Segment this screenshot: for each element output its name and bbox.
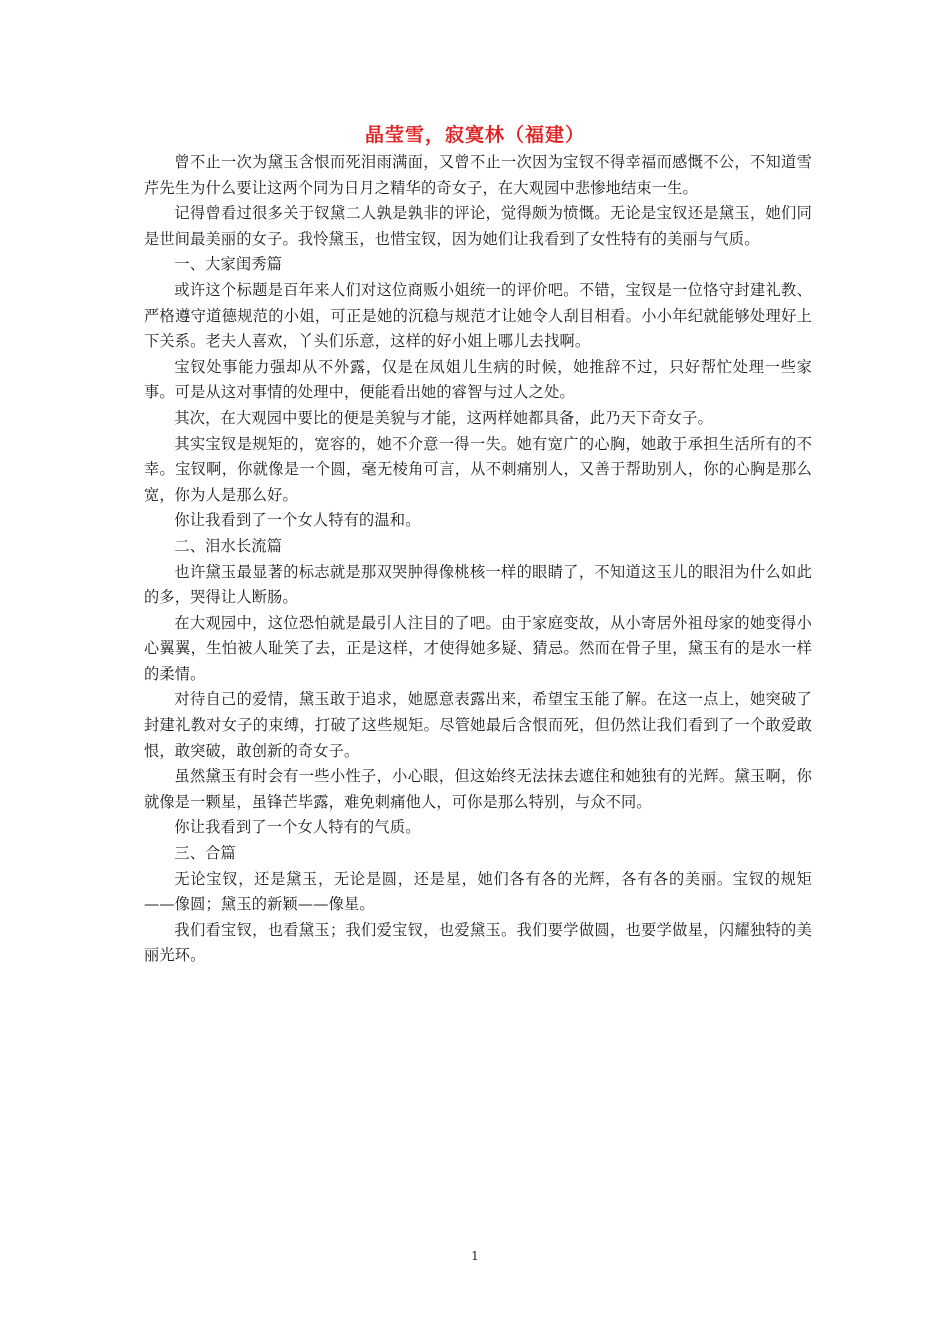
paragraph-14: 我们看宝钗，也看黛玉；我们爱宝钗，也爱黛玉。我们要学做圆，也要学做星，闪耀独特的美丽光环。 xyxy=(144,920,812,965)
paragraph-1: 曾不止一次为黛玉含恨而死泪雨满面，又曾不止一次因为宝钗不得幸福而感慨不公，不知道雪芹先生为什么要让这两个同为日月之精华的奇女子，在大观园中悲惨地结束一生。 xyxy=(144,153,812,197)
paragraph-8: 也许黛玉最显著的标志就是那双哭肿得像桃核一样的眼睛了，不知道这玉儿的眼泪为什么如此的多，哭得让人断肠。 xyxy=(144,562,812,607)
section-heading-3: 三、合篇 xyxy=(174,844,236,863)
page-number: 1 xyxy=(471,1249,479,1263)
paragraph-10: 对待自己的爱情，黛玉敢于追求，她愿意表露出来，希望宝玉能了解。在这一点上，她突破了封建礼教对女子的束缚，打破了这些规矩。尽管她最后含恨而死，但仍然让我们看到了一个敢爱敢恨，敢突破，敢创新的奇女子。 xyxy=(144,690,812,760)
section-heading-1: 一、大家闺秀篇 xyxy=(174,255,283,274)
paragraph-4: 宝钗处事能力强却从不外露，仅是在凤姐儿生病的时候，她推辞不过，只好帮忙处理一些家事。可是从这对事情的处理中，便能看出她的睿智与过人之处。 xyxy=(144,357,812,402)
paragraph-9: 在大观园中，这位恐怕就是最引人注目的了吧。由于家庭变故，从小寄居外祖母家的她变得小心翼翼，生怕被人耻笑了去，正是这样，才使得她多疑、猜忌。然而在骨子里，黛玉有的是水一样的柔情。 xyxy=(144,613,812,683)
paragraph-5: 其次，在大观园中要比的便是美貌与才能，这两样她都具备，此乃天下奇女子。 xyxy=(174,408,713,427)
paragraph-6: 其实宝钗是规矩的，宽容的，她不介意一得一失。她有宽广的心胸，她敢于承担生活所有的不幸。宝钗啊，你就像是一个圆，毫无棱角可言，从不刺痛别人，又善于帮助别人，你的心胸是那么宽，你为人是那么好。 xyxy=(144,434,812,504)
document-body xyxy=(144,150,812,969)
paragraph-7: 你让我看到了一个女人特有的温和。 xyxy=(174,511,421,530)
document-title: 晶莹雪，寂寞林（福建） xyxy=(364,124,585,146)
paragraph-11: 虽然黛玉有时会有一些小性子，小心眼，但这始终无法抹去遮住和她独有的光辉。黛玉啊，你就像是一颗星，虽锋芒毕露，难免刺痛他人，可你是那么特别，与众不同。 xyxy=(144,767,812,811)
section-heading-2: 二、泪水长流篇 xyxy=(174,536,283,555)
paragraph-12: 你让我看到了一个女人特有的气质。 xyxy=(174,818,421,837)
paragraph-13: 无论宝钗，还是黛玉，无论是圆，还是星，她们各有各的光辉，各有各的美丽。宝钗的规矩——像圆；黛玉的新颖——像星。 xyxy=(144,869,812,914)
paragraph-2: 记得曾看过很多关于钗黛二人孰是孰非的评论，觉得颇为愤慨。无论是宝钗还是黛玉，她们同是世间最美丽的女子。我怜黛玉，也惜宝钗，因为她们让我看到了女性特有的美丽与气质。 xyxy=(144,204,812,248)
paragraph-3: 或许这个标题是百年来人们对这位商贩小姐统一的评价吧。不错，宝钗是一位恪守封建礼教、严格遵守道德规范的小姐，可正是她的沉稳与规范才让她令人刮目相看。小小年纪就能够处理好上下关系。老夫人喜欢，丫头们乐意，这样的好小姐上哪儿去找啊。 xyxy=(144,280,812,351)
